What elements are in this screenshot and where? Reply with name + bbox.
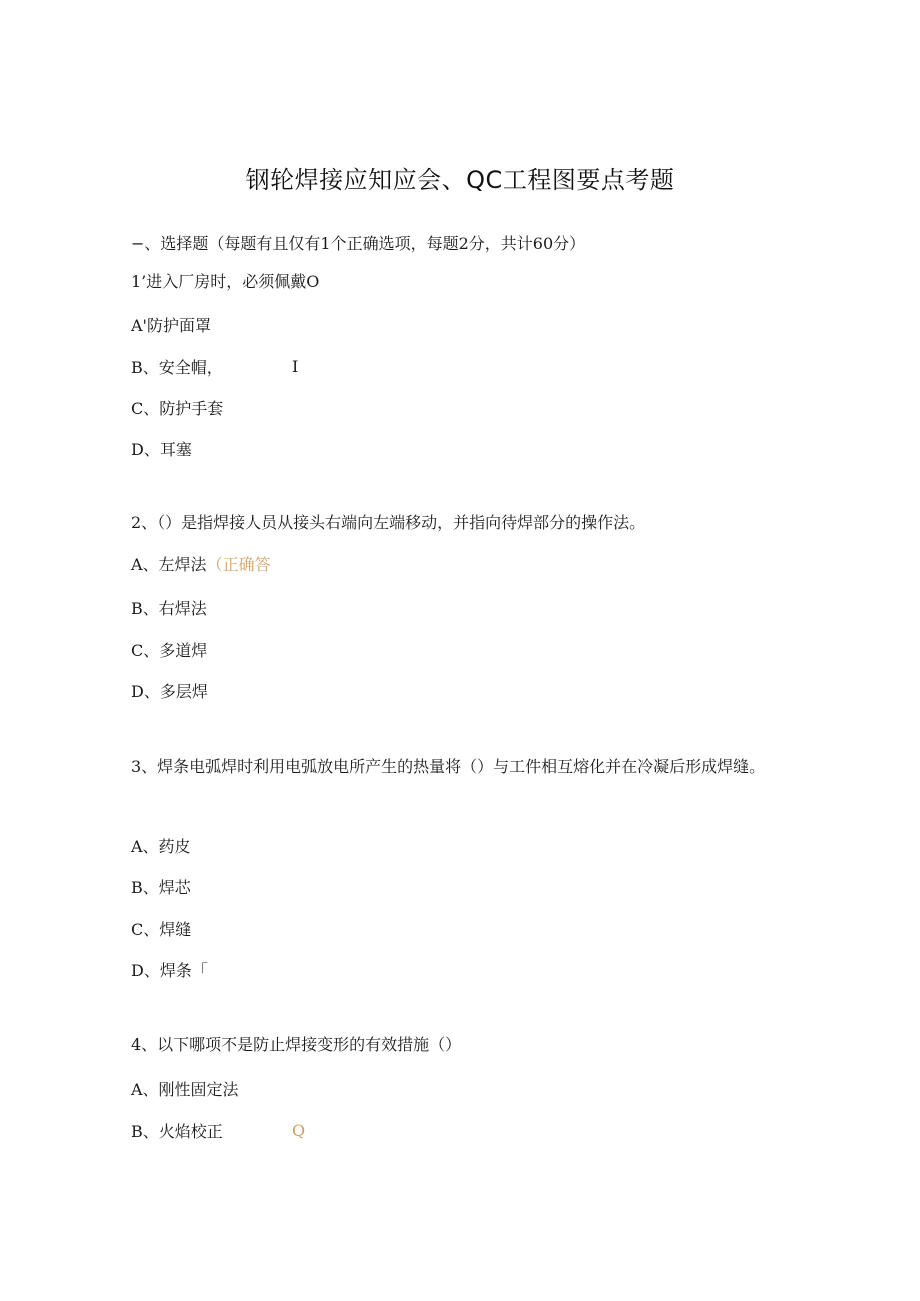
question-1-stray-mark: I bbox=[292, 357, 299, 376]
question-1-stem: 1’进入厂房时，必须佩戴O bbox=[131, 272, 320, 291]
question-3-option-d: D、焊条「 bbox=[131, 961, 208, 980]
question-4-option-a: A、刚性固定法 bbox=[131, 1080, 239, 1099]
question-1-option-c: C、防护手套 bbox=[131, 399, 224, 418]
question-3-option-a: A、药皮 bbox=[131, 837, 191, 856]
question-4-option-b: B、火焰校正 bbox=[131, 1122, 223, 1141]
question-1-option-b: B、安全帽， bbox=[131, 358, 223, 377]
question-3-stem: 3、焊条电弧焊时利用电弧放电所产生的热量将（）与工件相互熔化并在冷凝后形成焊缝。 bbox=[131, 757, 766, 776]
question-3-option-b: B、焊芯 bbox=[131, 878, 191, 897]
question-2-option-b: B、右焊法 bbox=[131, 599, 207, 618]
question-1-option-a: A'防护面罩 bbox=[131, 316, 211, 335]
page-title: 钢轮焊接应知应会、QC工程图要点考题 bbox=[245, 166, 675, 194]
question-2-option-c: C、多道焊 bbox=[131, 641, 208, 660]
answer-mark: （正确答 bbox=[206, 555, 271, 574]
question-2-stem: 2、（）是指焊接人员从接头右端向左端移动，并指向待焊部分的操作法。 bbox=[131, 513, 646, 532]
question-3-option-c: C、焊缝 bbox=[131, 920, 192, 939]
question-4-stray-mark: Q bbox=[292, 1121, 306, 1140]
question-4-stem: 4、以下哪项不是防止焊接变形的有效措施（） bbox=[131, 1035, 462, 1054]
question-2-option-d: D、多层焊 bbox=[131, 682, 208, 701]
section-heading: −、选择题（每题有且仅有1个正确选项，每题2分，共计60分） bbox=[131, 234, 586, 253]
question-2-option-a bbox=[131, 554, 271, 576]
question-2-option-a-label: A、左焊法 bbox=[131, 555, 207, 574]
question-1-option-d: D、耳塞 bbox=[131, 440, 192, 459]
